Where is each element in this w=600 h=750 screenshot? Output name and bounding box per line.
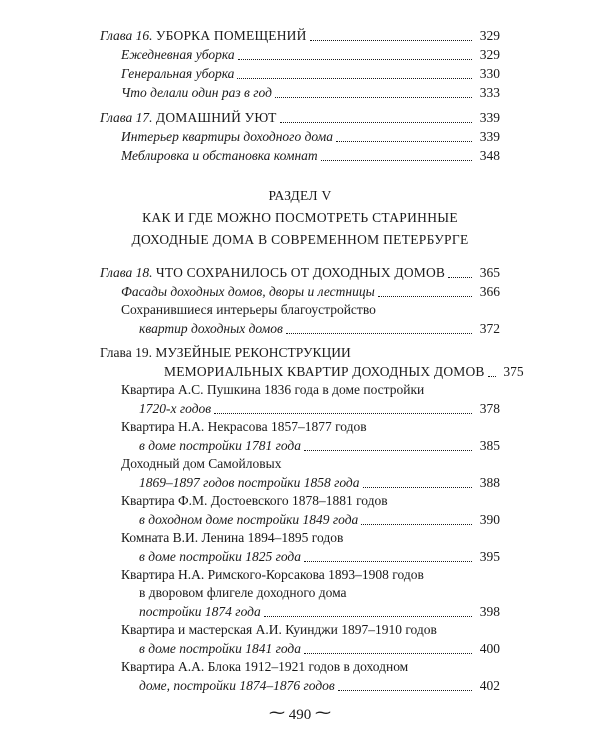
page-number: 329 [479, 47, 500, 62]
leader-dots [214, 413, 472, 414]
subentry-label: Что делали один раз в год [121, 85, 272, 100]
toc-subentry[interactable] [100, 83, 500, 102]
chapter-19 [100, 344, 524, 695]
subentry-line: Квартира Ф.М. Достоевского 1878–1881 годов [121, 493, 388, 508]
leader-dots [336, 141, 472, 142]
leader-dots [363, 487, 472, 488]
toc-subentry[interactable] [100, 621, 500, 658]
toc-subentry[interactable] [100, 282, 500, 301]
toc-subentry[interactable] [100, 566, 500, 621]
chapter-19-title-line-2: МЕМОРИАЛЬНЫХ КВАРТИР ДОХОДНЫХ ДОМОВ [164, 364, 485, 379]
right-ornament: ⁓ [315, 705, 331, 722]
section-heading [100, 185, 500, 251]
chapter-18-heading[interactable] [100, 263, 500, 282]
footer-page-number: 490 [288, 707, 312, 723]
subentry-label: Меблировка и обстановка комнат [121, 148, 318, 163]
leader-dots [304, 450, 472, 451]
table-of-contents [100, 26, 524, 701]
page-number: 395 [479, 549, 500, 564]
page-number: 402 [479, 678, 500, 693]
toc-subentry[interactable] [100, 127, 500, 146]
subentry-line: в доме постройки 1781 года [139, 438, 302, 453]
section-label: РАЗДЕЛ V [268, 188, 332, 203]
chapter-18 [100, 263, 500, 338]
page-number: 398 [479, 604, 500, 619]
toc-subentry[interactable] [100, 301, 500, 338]
chapter-16-heading[interactable] [100, 26, 500, 45]
page-number: 329 [479, 28, 500, 43]
subentry-line: 1869–1897 годов постройки 1858 года [139, 475, 360, 490]
subentry-label: Ежедневная уборка [121, 47, 235, 62]
page-number: 372 [479, 321, 500, 336]
chapter-19-heading[interactable] [100, 344, 524, 381]
page-footer [0, 704, 600, 724]
subentry-line: Квартира А.А. Блока 1912–1921 годов в доходном [121, 659, 409, 674]
leader-dots [304, 653, 472, 654]
subentry-label: Генеральная уборка [121, 66, 235, 81]
leader-dots [286, 333, 472, 334]
toc-subentry[interactable] [100, 455, 500, 492]
chapter-17-title: ДОМАШНИЙ УЮТ [155, 110, 277, 125]
page-number: 366 [479, 284, 500, 299]
toc-subentry[interactable] [100, 418, 500, 455]
page-number: 339 [479, 129, 500, 144]
chapter-17-heading[interactable] [100, 108, 500, 127]
page-number: 348 [479, 148, 500, 163]
chapter-16 [100, 26, 500, 102]
chapter-17-prefix: Глава 17. [100, 110, 153, 125]
section-title-line-2: ДОХОДНЫЕ ДОМА В СОВРЕМЕННОМ ПЕТЕРБУРГЕ [131, 232, 469, 247]
page-number: 385 [479, 438, 500, 453]
page-number: 388 [479, 475, 500, 490]
subentry-line: в дворовом флигеле доходного дома [139, 585, 347, 600]
toc-subentry[interactable] [100, 45, 500, 64]
leader-dots [448, 277, 472, 278]
toc-subentry[interactable] [100, 64, 500, 83]
chapter-16-prefix: Глава 16. [100, 28, 153, 43]
page-number: 390 [479, 512, 500, 527]
leader-dots [238, 59, 472, 60]
subentry-line: Комната В.И. Ленина 1894–1895 годов [121, 530, 344, 545]
chapter-19-title-line-1: МУЗЕЙНЫЕ РЕКОНСТРУКЦИИ [155, 345, 351, 360]
toc-subentry[interactable] [100, 492, 500, 529]
leader-dots [264, 616, 472, 617]
section-title-line-1: КАК И ГДЕ МОЖНО ПОСМОТРЕТЬ СТАРИННЫЕ [142, 210, 458, 225]
leader-dots [321, 160, 472, 161]
leader-dots [488, 376, 496, 377]
toc-subentry[interactable] [100, 146, 500, 165]
subentry-line: в доходном доме постройки 1849 года [139, 512, 359, 527]
toc-subentry[interactable] [100, 529, 500, 566]
subentry-line: Доходный дом Самойловых [121, 456, 282, 471]
leader-dots [304, 561, 472, 562]
chapter-19-prefix: Глава 19. [100, 345, 152, 360]
leader-dots [280, 122, 472, 123]
subentry-label: Интерьер квартиры доходного дома [121, 129, 334, 144]
page-number: 375 [503, 364, 524, 379]
subentry-line: Квартира и мастерская А.И. Куинджи 1897–1910 годов [121, 622, 437, 637]
page-number: 339 [479, 110, 500, 125]
subentry-label: Фасады доходных домов, дворы и лестницы [121, 284, 375, 299]
subentry-line: постройки 1874 года [139, 604, 261, 619]
subentry-line: доме, постройки 1874–1876 годов [139, 678, 335, 693]
chapter-18-prefix: Глава 18. [100, 265, 153, 280]
leader-dots [378, 296, 472, 297]
leader-dots [361, 524, 472, 525]
toc-subentry[interactable] [100, 381, 500, 418]
toc-subentry[interactable] [100, 658, 500, 695]
chapter-18-title: ЧТО СОХРАНИЛОСЬ ОТ ДОХОДНЫХ ДОМОВ [155, 265, 446, 280]
leader-dots [338, 690, 472, 691]
page-number: 365 [479, 265, 500, 280]
leader-dots [237, 78, 472, 79]
subentry-line: квартир доходных домов [139, 321, 283, 336]
leader-dots [275, 97, 472, 98]
subentry-line: Квартира Н.А. Римского-Корсакова 1893–1908 годов [121, 567, 424, 582]
page-number: 378 [479, 401, 500, 416]
subentry-line: в доме постройки 1825 года [139, 549, 302, 564]
subentry-line: Квартира Н.А. Некрасова 1857–1877 годов [121, 419, 367, 434]
leader-dots [310, 40, 472, 41]
subentry-line: в доме постройки 1841 года [139, 641, 302, 656]
subentry-line: Квартира А.С. Пушкина 1836 года в доме постройки [121, 382, 425, 397]
chapter-17 [100, 108, 500, 165]
page-number: 400 [479, 641, 500, 656]
subentry-line: Сохранившиеся интерьеры благоустройство [121, 302, 376, 317]
page-number: 333 [479, 85, 500, 100]
chapter-16-title: УБОРКА ПОМЕЩЕНИЙ [155, 28, 307, 43]
left-ornament: ⁓ [269, 705, 285, 722]
subentry-line: 1720-х годов [139, 401, 212, 416]
page-number: 330 [479, 66, 500, 81]
